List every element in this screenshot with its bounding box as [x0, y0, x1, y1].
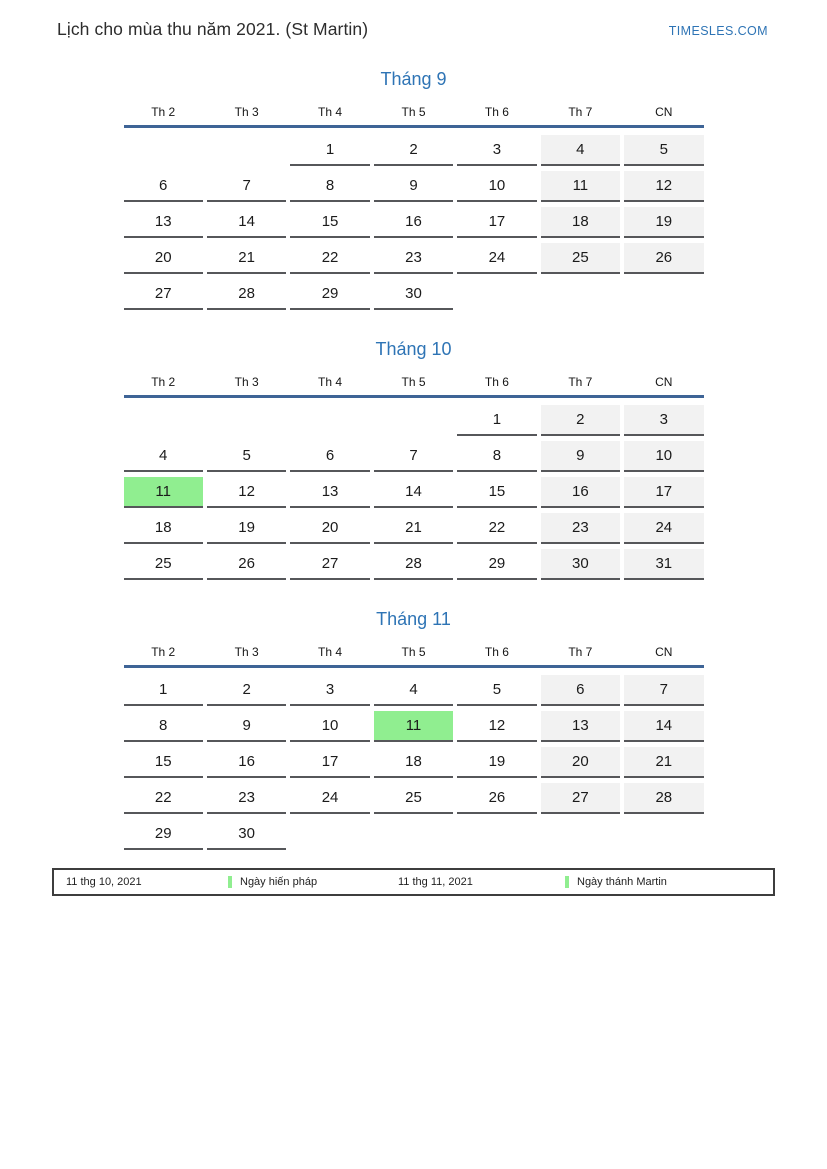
day-cell: 15 — [124, 747, 203, 778]
day-cell: 16 — [541, 477, 620, 508]
day-cell-empty — [624, 279, 703, 308]
page-header — [0, 0, 827, 40]
day-header: CN — [655, 375, 673, 389]
day-cell: 24 — [290, 783, 369, 814]
day-cell-highlighted: 11 — [124, 477, 203, 508]
day-cell-empty — [541, 819, 620, 848]
day-cell: 13 — [124, 207, 203, 238]
day-header: Th 3 — [234, 645, 259, 659]
day-cell-empty — [457, 279, 536, 308]
day-cell: 16 — [207, 747, 286, 778]
day-cell: 9 — [207, 711, 286, 742]
day-header: Th 4 — [318, 105, 343, 119]
month-grid — [124, 675, 704, 850]
day-cell-highlighted: 11 — [374, 711, 453, 742]
day-cell: 12 — [624, 171, 703, 202]
day-cell: 4 — [374, 675, 453, 706]
day-header-row — [124, 102, 704, 122]
day-cell: 7 — [624, 675, 703, 706]
day-header: Th 2 — [151, 375, 176, 389]
day-cell: 3 — [290, 675, 369, 706]
day-cell: 2 — [207, 675, 286, 706]
day-cell: 13 — [541, 711, 620, 742]
day-cell: 22 — [290, 243, 369, 274]
day-cell: 4 — [541, 135, 620, 166]
day-cell: 7 — [374, 441, 453, 472]
month-3 — [124, 606, 704, 850]
legend-date: 11 thg 10, 2021 — [66, 876, 142, 888]
legend-label: Ngày thánh Martin — [577, 876, 667, 888]
day-cell-empty — [624, 819, 703, 848]
day-cell: 3 — [457, 135, 536, 166]
day-cell: 18 — [374, 747, 453, 778]
legend-label: Ngày hiến pháp — [240, 876, 318, 888]
day-header: Th 2 — [151, 645, 176, 659]
day-cell: 14 — [207, 207, 286, 238]
day-cell: 17 — [624, 477, 703, 508]
day-cell: 25 — [124, 549, 203, 580]
day-header: Th 7 — [568, 105, 593, 119]
day-cell: 2 — [374, 135, 453, 166]
header-divider — [124, 125, 704, 128]
months-container — [124, 66, 704, 850]
day-cell: 16 — [374, 207, 453, 238]
day-header: Th 6 — [484, 375, 509, 389]
day-cell: 20 — [290, 513, 369, 544]
header-divider — [124, 395, 704, 398]
day-header: Th 3 — [234, 105, 259, 119]
day-cell: 17 — [457, 207, 536, 238]
legend-item — [228, 876, 398, 888]
day-cell: 28 — [624, 783, 703, 814]
day-cell: 24 — [624, 513, 703, 544]
day-header: Th 6 — [484, 645, 509, 659]
day-cell: 6 — [124, 171, 203, 202]
day-cell-empty — [207, 135, 286, 164]
day-cell-empty — [541, 279, 620, 308]
day-cell: 6 — [541, 675, 620, 706]
day-cell: 5 — [207, 441, 286, 472]
day-header: Th 4 — [318, 375, 343, 389]
day-cell: 27 — [124, 279, 203, 310]
day-cell: 30 — [374, 279, 453, 310]
month-grid — [124, 405, 704, 580]
day-cell-empty — [457, 819, 536, 848]
day-cell: 15 — [290, 207, 369, 238]
day-cell: 3 — [624, 405, 703, 436]
day-cell: 18 — [124, 513, 203, 544]
day-cell: 17 — [290, 747, 369, 778]
day-cell: 28 — [374, 549, 453, 580]
month-1 — [124, 66, 704, 310]
day-cell: 14 — [624, 711, 703, 742]
day-cell: 23 — [541, 513, 620, 544]
day-header: Th 5 — [401, 645, 426, 659]
day-cell: 30 — [541, 549, 620, 580]
legend-date: 11 thg 11, 2021 — [398, 876, 473, 888]
day-cell: 20 — [124, 243, 203, 274]
day-cell: 14 — [374, 477, 453, 508]
day-header: Th 6 — [484, 105, 509, 119]
day-cell: 22 — [457, 513, 536, 544]
day-header: Th 7 — [568, 645, 593, 659]
day-header: CN — [655, 105, 673, 119]
day-cell: 26 — [457, 783, 536, 814]
day-cell: 27 — [541, 783, 620, 814]
day-header: Th 2 — [151, 105, 176, 119]
day-cell: 12 — [457, 711, 536, 742]
day-cell: 25 — [541, 243, 620, 274]
day-cell: 20 — [541, 747, 620, 778]
day-cell-empty — [374, 405, 453, 434]
day-cell: 21 — [624, 747, 703, 778]
day-cell: 4 — [124, 441, 203, 472]
month-2 — [124, 336, 704, 580]
day-cell: 1 — [457, 405, 536, 436]
day-cell: 8 — [290, 171, 369, 202]
day-cell: 9 — [541, 441, 620, 472]
day-cell-empty — [207, 405, 286, 434]
holiday-marker-icon — [565, 876, 569, 888]
day-cell: 8 — [124, 711, 203, 742]
day-header: Th 5 — [401, 105, 426, 119]
day-header: Th 4 — [318, 645, 343, 659]
holiday-marker-icon — [228, 876, 232, 888]
day-cell: 21 — [374, 513, 453, 544]
day-cell: 5 — [457, 675, 536, 706]
day-cell: 28 — [207, 279, 286, 310]
day-cell-empty — [124, 405, 203, 434]
day-cell: 12 — [207, 477, 286, 508]
day-cell: 27 — [290, 549, 369, 580]
day-cell: 15 — [457, 477, 536, 508]
day-cell: 29 — [124, 819, 203, 850]
day-cell: 25 — [374, 783, 453, 814]
day-header: Th 3 — [234, 375, 259, 389]
day-cell: 18 — [541, 207, 620, 238]
day-header: CN — [655, 645, 673, 659]
day-cell-empty — [374, 819, 453, 848]
day-cell: 26 — [207, 549, 286, 580]
legend-box — [52, 868, 775, 896]
day-cell-empty — [290, 405, 369, 434]
site-link[interactable]: TIMESLES.COM — [668, 24, 768, 38]
month-title: Tháng 9 — [380, 69, 447, 89]
day-cell: 8 — [457, 441, 536, 472]
day-cell: 10 — [290, 711, 369, 742]
day-cell: 5 — [624, 135, 703, 166]
day-cell: 7 — [207, 171, 286, 202]
day-cell: 23 — [374, 243, 453, 274]
day-cell: 19 — [457, 747, 536, 778]
day-cell: 2 — [541, 405, 620, 436]
day-cell: 31 — [624, 549, 703, 580]
day-cell: 10 — [624, 441, 703, 472]
day-cell: 19 — [207, 513, 286, 544]
header-divider — [124, 665, 704, 668]
page-title: Lịch cho mùa thu năm 2021. (St Martin) — [57, 19, 369, 39]
day-cell: 1 — [124, 675, 203, 706]
day-cell: 22 — [124, 783, 203, 814]
day-header: Th 7 — [568, 375, 593, 389]
day-cell: 1 — [290, 135, 369, 166]
day-cell: 13 — [290, 477, 369, 508]
month-title: Tháng 11 — [376, 609, 451, 629]
day-cell: 24 — [457, 243, 536, 274]
month-grid — [124, 135, 704, 310]
day-cell: 26 — [624, 243, 703, 274]
day-cell-empty — [290, 819, 369, 848]
day-cell: 19 — [624, 207, 703, 238]
day-cell: 21 — [207, 243, 286, 274]
legend-item — [565, 876, 773, 888]
day-header-row — [124, 642, 704, 662]
day-cell: 10 — [457, 171, 536, 202]
day-cell: 29 — [290, 279, 369, 310]
month-title: Tháng 10 — [375, 339, 452, 359]
day-cell: 29 — [457, 549, 536, 580]
day-cell: 6 — [290, 441, 369, 472]
day-cell: 9 — [374, 171, 453, 202]
day-header-row — [124, 372, 704, 392]
day-header: Th 5 — [401, 375, 426, 389]
day-cell-empty — [124, 135, 203, 164]
day-cell: 23 — [207, 783, 286, 814]
day-cell: 11 — [541, 171, 620, 202]
day-cell: 30 — [207, 819, 286, 850]
